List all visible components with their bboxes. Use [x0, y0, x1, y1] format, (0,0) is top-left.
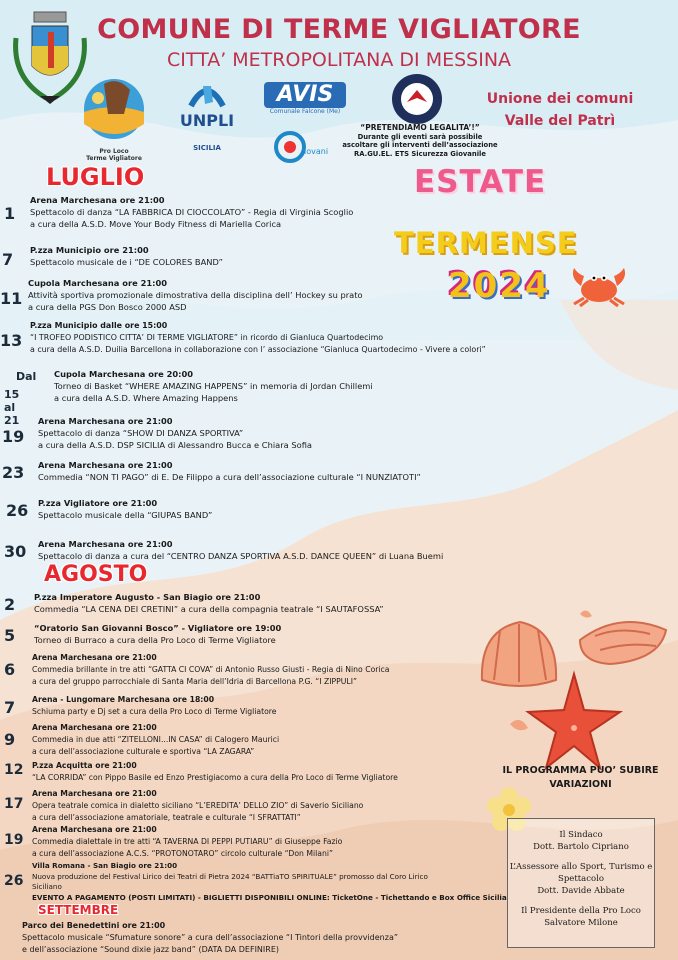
event-line: Arena Marchesana ore 21:00 [38, 416, 173, 426]
unpli-logo [172, 78, 242, 160]
event-line: Cupola Marchesana ore 20:00 [54, 369, 194, 379]
notice-line-2: VARIAZIONI [549, 779, 612, 790]
event-day: 12 [4, 762, 24, 778]
event-line: Arena Marchesana ore 21:00 [38, 539, 173, 549]
event-line: Spettacolo di danza “LA FABBRICA DI CIOCCOLATO” - Regia di Virginia Scoglio [30, 207, 354, 217]
page-subtitle: CITTA’ METROPOLITANA DI MESSINA [166, 49, 512, 71]
raguel-logo [390, 72, 444, 126]
event-day: 7 [2, 250, 14, 269]
program-notice [488, 764, 673, 792]
event-line: a cura dell’associazione A.C.S. “PROTONOTARO” circolo culturale “Don Milani” [32, 849, 333, 858]
union-line-2: Valle del Patrì [504, 113, 616, 129]
union-label [470, 88, 650, 132]
shells-illustration [470, 600, 670, 770]
month-agosto: AGOSTO [44, 562, 148, 587]
event-day: 15 al 21 [4, 388, 20, 427]
union-line-1: Unione dei comuni [486, 91, 634, 107]
event-line: Villa Romana - San Biagio ore 21:00 [32, 861, 178, 870]
event-line: Arena - Lungomare Marchesana ore 18:00 [32, 695, 215, 704]
event-line: Arena Marchesana ore 21:00 [32, 723, 157, 732]
raguel-motto: “PRETENDIAMO LEGALITA’!” [360, 123, 480, 132]
sindaco-role: Il Sindaco [559, 830, 603, 840]
event-day: 30 [4, 542, 27, 561]
event-line: Schiuma party e Dj set a cura della Pro Loco di Terme Vigliatore [32, 707, 277, 716]
event-line: Spettacolo musicale de i “DE COLORES BAND” [30, 257, 223, 267]
assessore-role: L’Assessore allo Sport, Turismo e Spettacolo [509, 862, 653, 884]
event-day: 26 [6, 501, 29, 520]
event-line: P.zza Municipio ore 21:00 [30, 245, 149, 255]
unpli-text: UNPLI [179, 111, 235, 130]
crab-illustration [564, 258, 634, 308]
event-day: 9 [4, 730, 16, 749]
event-line: Nuova produzione del Festival Lirico dei Teatri di Pietra 2024 “BATTiaTO SPIRITUALE” promosso dal Coro Lirico [32, 871, 428, 881]
presidente-name: Salvatore Milone [544, 918, 618, 928]
event-line: Spettacolo musicale della “GIUPAS BAND” [38, 510, 213, 520]
month-luglio: LUGLIO [46, 163, 145, 191]
event-day: 17 [4, 796, 24, 812]
event-day: 26 [4, 873, 24, 889]
event-line: Siciliano [32, 882, 62, 891]
event-day: 2 [4, 595, 16, 614]
event-day: 6 [4, 660, 16, 679]
event-line: EVENTO A PAGAMENTO (POSTI LIMITATI) - BIGLIETTI DISPONIBILI ONLINE: TicketOne - Tichettando e Box Office Sicilia [32, 892, 507, 902]
page-title: COMUNE DI TERME VIGLIATORE [97, 14, 581, 45]
event-day: 19 [2, 427, 25, 446]
event-line: Torneo di Basket “WHERE AMAZING HAPPENS” in memoria di Jordan Chillemi [54, 381, 373, 391]
event-line: a cura della A.S.D. Duilia Barcellona in collaborazione con l’ associazione “Gianluca Quartodecimo - Vivere a colori” [30, 345, 486, 354]
event-day-top: Dal [16, 370, 37, 383]
raguel-line-2: ascoltare gli interventi dell’associazione [342, 141, 498, 149]
event-line: a cura dell’associazione amatoriale, teatrale e culturale “I SFRATTATI” [32, 813, 301, 822]
proloco-label-2: Terme Vigliatore [86, 155, 142, 162]
event-line: a cura della PGS Don Bosco 2000 ASD [28, 302, 187, 312]
event-line: a cura dell’associazione culturale e sportiva “LA ZAGARA” [32, 747, 255, 756]
event-line: a cura della A.S.D. DSP SICILIA di Alessandro Bucca e Chiara Sofia [38, 440, 312, 450]
event-line: Commedia brillante in tre atti “GATTA CI COVA” di Antonio Russo Giusti - Regia di Nino Corica [32, 665, 390, 674]
giovani-logo [274, 130, 330, 164]
unpli-sub: SICILIA [193, 144, 221, 152]
event-line: Arena Marchesana ore 21:00 [32, 789, 157, 798]
event-line: Commedia “LA CENA DEI CRETINI” a cura della compagnia teatrale “I SAUTAFOSSA” [34, 604, 384, 614]
event-day: 23 [2, 463, 25, 482]
event-line: Commedia “NON TI PAGO” di E. De Filippo a cura dell’associazione culturale “I NUNZIATOTI” [38, 472, 421, 482]
sindaco-name: Dott. Bartolo Cipriano [533, 842, 629, 852]
avis-logo [264, 82, 346, 122]
signatures-box [507, 818, 655, 948]
event-line: a cura del gruppo parrocchiale di Santa Maria dell’Idria di Barcellona P.G. “I ZIPPULI” [32, 677, 357, 686]
event-line: Spettacolo di danza a cura del “CENTRO DANZA SPORTIVA A.S.D. DANCE QUEEN” di Luana Buemi [38, 551, 444, 561]
event-line: Spettacolo di danza “SHOW DI DANZA SPORTIVA” [38, 428, 244, 438]
event-line: Arena Marchesana ore 21:00 [38, 460, 173, 470]
event-line: “I TROFEO PODISTICO CITTA’ DI TERME VIGLIATORE” in ricordo di Gianluca Quartodecimo [30, 333, 384, 342]
raguel-line-1: Durante gli eventi sarà possibile [357, 132, 483, 141]
avis-text: AVIS [264, 82, 346, 108]
event-line: a cura della A.S.D. Move Your Body Fitness di Mariella Corica [30, 219, 282, 229]
event-line: a cura della A.S.D. Where Amazing Happens [54, 393, 238, 403]
notice-line-1: IL PROGRAMMA PUO’ SUBIRE [502, 765, 659, 776]
assessore-name: Dott. Davide Abbate [537, 886, 625, 896]
raguel-line-3: RA.GU.EL. ETS Sicurezza Giovanile [354, 149, 486, 158]
proloco-label-1: Pro Loco [99, 148, 129, 155]
event-line: Parco dei Benedettini ore 21:00 [22, 921, 166, 930]
event-line: P.zza Municipio dalle ore 15:00 [30, 321, 168, 330]
event-line: e dell’associazione “Sound dixie jazz band” (DATA DA DEFINIRE) [22, 945, 280, 954]
estate-title: ESTATE [414, 164, 547, 200]
year-title: 2024 [448, 266, 551, 306]
event-day: 5 [4, 626, 16, 645]
event-line: Arena Marchesana ore 21:00 [30, 195, 165, 205]
event-line: Arena Marchesana ore 21:00 [32, 653, 157, 662]
avis-sub: Comunale Falcone (Me) [269, 108, 341, 115]
event-day: 13 [0, 331, 23, 350]
event-day: 7 [4, 698, 16, 717]
event-line: Opera teatrale comica in dialetto siciliano “L’EREDITA’ DELLO ZIO” di Saverio Siciliano [32, 801, 364, 810]
event-line: P.zza Vigliatore ore 21:00 [38, 498, 158, 508]
event-day: 1 [4, 204, 16, 223]
event-line: “Oratorio San Giovanni Bosco” - Vigliatore ore 19:00 [34, 623, 282, 633]
proloco-logo [74, 74, 154, 164]
event-line: P.zza Imperatore Augusto - San Biagio ore 21:00 [34, 592, 261, 602]
event-day: 11 [0, 289, 23, 308]
presidente-role: Il Presidente della Pro Loco [521, 906, 641, 916]
event-line: Torneo di Burraco a cura della Pro Loco di Terme Vigliatore [34, 635, 276, 645]
event-line: Commedia dialettale in tre atti “A TAVERNA DI PEPPI PUTIARU” di Giuseppe Fazio [32, 837, 343, 846]
event-line: Cupola Marchesana ore 21:00 [28, 278, 168, 288]
svg-text:iovani: iovani [304, 147, 329, 156]
event-line: “LA CORRIDA” con Pippo Basile ed Enzo Prestigiacomo a cura della Pro Loco di Terme Vigliatore [32, 773, 398, 782]
event-line: Attività sportiva promozionale dimostrativa della disciplina dell’ Hockey su prato [28, 290, 363, 300]
event-line: P.zza Acquitta ore 21:00 [32, 761, 137, 770]
month-settembre: SETTEMBRE [38, 903, 119, 917]
termense-title: TERMENSE [394, 226, 578, 260]
event-day: 19 [4, 832, 24, 848]
event-line: Arena Marchesana ore 21:00 [32, 825, 157, 834]
event-line: Commedia in due atti “ZITELLONI...IN CASA” di Calogero Maurici [32, 735, 280, 744]
event-line: Spettacolo musicale “Sfumature sonore” a cura dell’associazione “I Tintori della provvidenza” [22, 933, 398, 942]
